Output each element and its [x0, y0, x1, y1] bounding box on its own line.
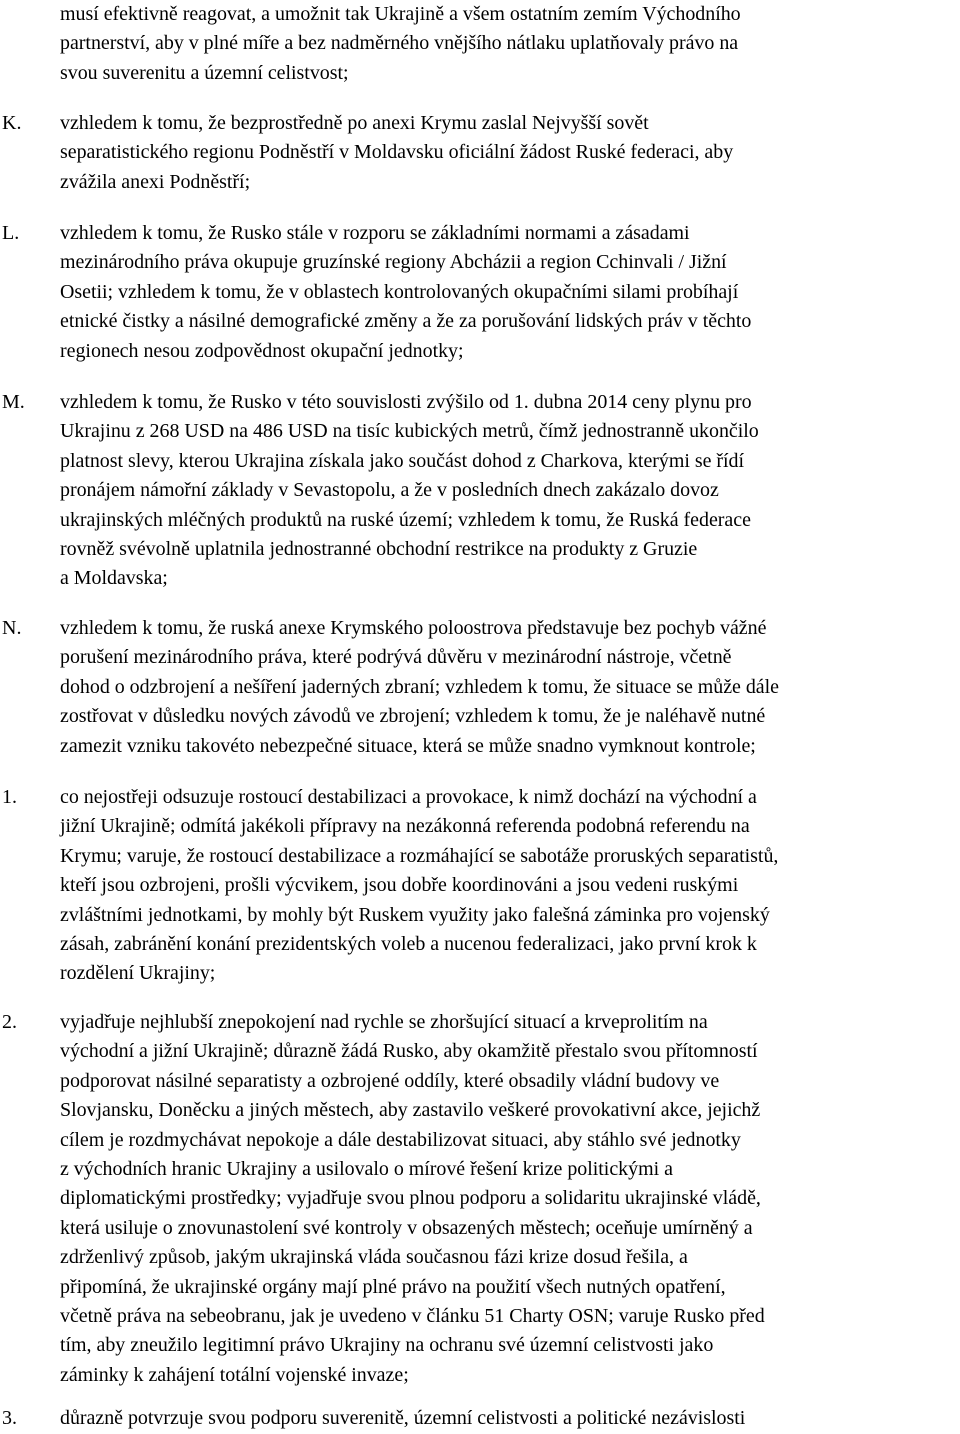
- text-line: co nejostřeji odsuzuje rostoucí destabilizaci a provokace, k nimž dochází na východní a: [60, 786, 757, 808]
- text-line: záminky k zahájení totální vojenské invaze;: [60, 1363, 409, 1386]
- text-line: vzhledem k tomu, že Rusko v této souvislosti zvýšilo od 1. dubna 2014 ceny plynu pro: [60, 391, 752, 413]
- text-line: vyjadřuje nejhlubší znepokojení nad rychle se zhoršující situací a krveprolitím na: [60, 1011, 708, 1033]
- text-line: svou suverenitu a územní celistvost;: [60, 61, 349, 84]
- paragraph-label: 1.: [2, 786, 17, 808]
- text-line: která usiluje o znovunastolení své kontroly v obsazených městech; oceňuje umírněný a: [60, 1216, 753, 1239]
- text-line: diplomatickými prostředky; vyjadřuje svou plnou podporu a solidaritu ukrajinské vládě,: [60, 1187, 761, 1210]
- text-line: vzhledem k tomu, že bezprostředně po anexi Krymu zaslal Nejvyšší sovět: [60, 112, 649, 134]
- paragraph-text: [60, 0, 960, 88]
- text-line: platnost slevy, kterou Ukrajina získala jako součást dohod z Charkova, kterými se řídí: [60, 449, 745, 472]
- paragraph-text: [60, 219, 960, 366]
- paragraph-text: [60, 1404, 960, 1433]
- text-line: dohod o odzbrojení a nešíření jaderných zbraní; vzhledem k tomu, že situace se může dále: [60, 675, 779, 698]
- text-line: Slovjansku, Doněcku a jiných městech, aby zastavilo veškeré provokativní akce, jejichž: [60, 1099, 761, 1122]
- paragraph-text: [60, 614, 960, 761]
- paragraph-label: L.: [2, 222, 20, 244]
- paragraph-text: [60, 783, 960, 989]
- paragraph-label: 2.: [2, 1011, 17, 1033]
- text-line: etnické čistky a násilné demografické změny a že za porušování lidských práv v těchto: [60, 310, 752, 333]
- text-line: cílem je rozdmychávat nepokoje a dále destabilizovat situaci, aby stáhlo své jednotky: [60, 1128, 741, 1151]
- text-line: separatistického regionu Podněstří v Moldavsku oficiální žádost Ruské federaci, aby: [60, 141, 734, 164]
- text-line: Osetii; vzhledem k tomu, že v oblastech kontrolovaných okupačními silami probíhají: [60, 280, 739, 303]
- text-line: Krymu; varuje, že rostoucí destabilizace a rozmáhající se sabotáže proruských separatistů,: [60, 844, 779, 867]
- text-line: důrazně potvrzuje svou podporu suverenitě, územní celistvosti a politické nezávislosti: [60, 1407, 746, 1429]
- text-line: partnerství, aby v plné míře a bez nadměrného vnějšího nátlaku uplatňovaly právo na: [60, 32, 739, 55]
- text-line: tím, aby zneužilo legitimní právo Ukrajiny na ochranu své územní celistvosti jako: [60, 1334, 714, 1357]
- text-line: regionech nesou zodpovědnost okupační jednotky;: [60, 339, 464, 362]
- text-line: jižní Ukrajině; odmítá jakékoli přípravy na nezákonná referenda podobná referendu na: [60, 815, 750, 838]
- text-line: zvláštními jednotkami, by mohly být Ruskem využity jako falešná záminka pro vojenský: [60, 903, 770, 926]
- paragraph-label: M.: [2, 391, 25, 413]
- paragraph-label: 3.: [2, 1407, 17, 1429]
- text-line: zdrženlivý způsob, jakým ukrajinská vláda současnou fázi krize dosud řešila, a: [60, 1246, 688, 1269]
- text-line: porušení mezinárodního práva, které podrývá důvěru v mezinárodní nástroje, včetně: [60, 646, 732, 669]
- text-line: vzhledem k tomu, že Rusko stále v rozporu se základními normami a zásadami: [60, 222, 690, 244]
- text-line: zásah, zabránění konání prezidentských voleb a nucenou federalizaci, jako první krok k: [60, 932, 757, 955]
- text-line: musí efektivně reagovat, a umožnit tak Ukrajině a všem ostatním zemím Východního: [60, 3, 741, 25]
- text-line: vzhledem k tomu, že ruská anexe Krymského poloostrova představuje bez pochyb vážné: [60, 617, 767, 639]
- text-line: Ukrajinu z 268 USD na 486 USD na tisíc kubických metrů, čímž jednostranně ukončilo: [60, 420, 759, 443]
- paragraph-text: [60, 109, 960, 197]
- text-line: ukrajinských mléčných produktů na ruské území; vzhledem k tomu, že Ruská federace: [60, 508, 751, 531]
- text-line: včetně práva na sebeobranu, jak je uvedeno v článku 51 Charty OSN; varuje Rusko před: [60, 1304, 765, 1327]
- text-line: z východních hranic Ukrajiny a usilovalo o mírové řešení krize politickými a: [60, 1157, 673, 1180]
- text-line: kteří jsou ozbrojeni, prošli výcvikem, jsou dobře koordinováni a jsou vedeni ruskými: [60, 874, 739, 897]
- text-line: a Moldavska;: [60, 567, 168, 590]
- text-line: východní a jižní Ukrajině; důrazně žádá Rusko, aby okamžitě přestalo svou přítomností: [60, 1040, 758, 1063]
- text-line: pronájem námořní základy v Sevastopolu, a že v posledních dnech zakázalo dovoz: [60, 479, 719, 502]
- text-line: zostřovat v důsledku nových závodů ve zbrojení; vzhledem k tomu, že je naléhavě nutné: [60, 705, 766, 728]
- paragraph-text: [60, 388, 960, 594]
- text-line: zamezit vzniku takovéto nebezpečné situace, která se může snadno vymknout kontrole;: [60, 734, 756, 757]
- text-line: připomíná, že ukrajinské orgány mají plné právo na použití všech nutných opatření,: [60, 1275, 726, 1298]
- paragraph-label: N.: [2, 617, 22, 639]
- paragraph-label: K.: [2, 112, 22, 134]
- text-line: rozdělení Ukrajiny;: [60, 962, 216, 985]
- text-line: podporovat násilné separatisty a ozbrojené oddíly, které obsadily vládní budovy ve: [60, 1069, 720, 1092]
- text-line: rovněž svévolně uplatnila jednostranné obchodní restrikce na produkty z Gruzie: [60, 537, 698, 560]
- paragraph-text: [60, 1008, 960, 1390]
- text-line: zvážila anexi Podněstří;: [60, 170, 251, 193]
- text-line: mezinárodního práva okupuje gruzínské regiony Abcházii a region Cchinvali / Jižní: [60, 251, 727, 274]
